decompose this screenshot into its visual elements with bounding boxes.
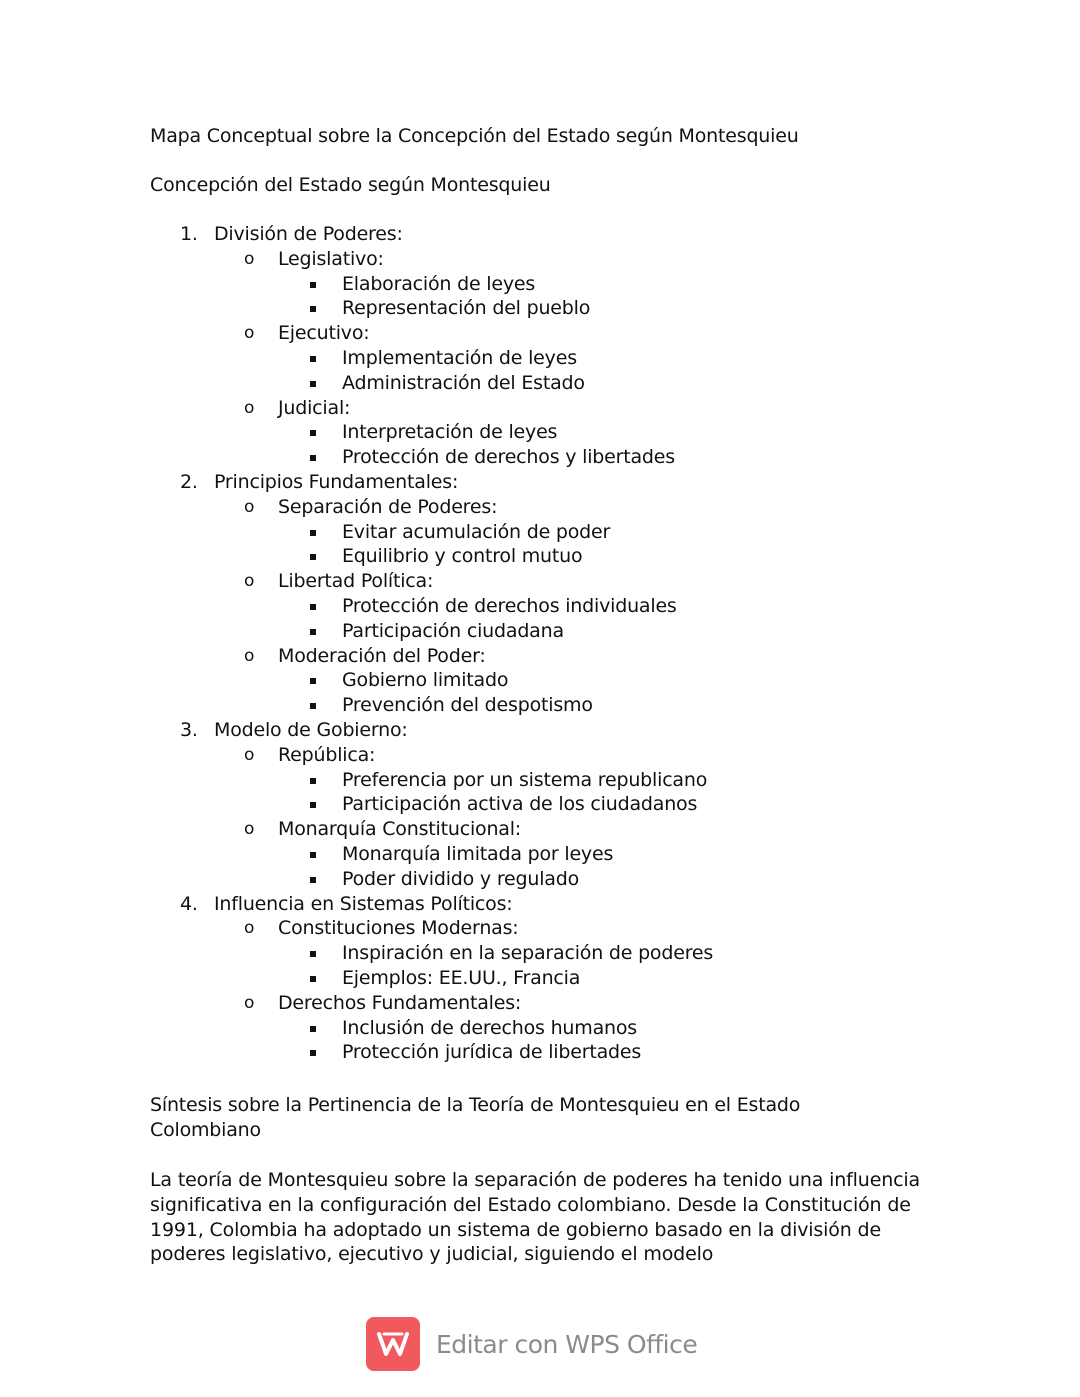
item-label: Equilibrio y control mutuo: [342, 545, 583, 568]
section-label: División de Poderes:: [214, 223, 403, 245]
outline-item: [278, 272, 950, 297]
circle-bullet-icon: o: [244, 992, 255, 1013]
item-label: Administración del Estado: [342, 371, 585, 394]
outline-subsection: [214, 495, 950, 569]
subsection-label: Legislativo:: [278, 247, 384, 270]
square-bullet-icon: [310, 455, 316, 461]
square-bullet-icon: [310, 1050, 316, 1056]
outline-item: [278, 941, 950, 966]
item-label: Protección de derechos individuales: [342, 594, 677, 617]
outline-section: [150, 222, 950, 470]
subsection-label: Derechos Fundamentales:: [278, 991, 522, 1014]
subsection-label: Ejecutivo:: [278, 322, 370, 345]
outline-item: [278, 1040, 950, 1065]
square-bullet-icon: [310, 530, 316, 536]
square-bullet-icon: [310, 356, 316, 362]
item-label: Inspiración en la separación de poderes: [342, 942, 714, 965]
square-bullet-icon: [310, 976, 316, 982]
square-bullet-icon: [310, 306, 316, 312]
outline-item: [278, 544, 950, 569]
section-number: 4.: [180, 892, 198, 915]
section-label: Influencia en Sistemas Políticos:: [214, 892, 513, 915]
subsection-label: Libertad Política:: [278, 570, 434, 593]
item-label: Evitar acumulación de poder: [342, 520, 611, 543]
outline-item: [278, 867, 950, 892]
circle-bullet-icon: o: [244, 397, 255, 418]
section-label: Modelo de Gobierno:: [214, 718, 408, 741]
item-label: Prevención del despotismo: [342, 694, 593, 717]
section-label: Principios Fundamentales:: [214, 470, 459, 493]
section-number: 2.: [180, 470, 198, 493]
circle-bullet-icon: o: [244, 918, 255, 939]
outline-item: [278, 420, 950, 445]
subsection-label: Judicial:: [278, 396, 351, 419]
item-label: Protección de derechos y libertades: [342, 446, 675, 469]
synthesis-paragraph: La teoría de Montesquieu sobre la separación de poderes ha tenido una influencia significativa en la configuración del Estado colombiano. Desde la Constitución de 1991, Colombia ha adoptado un sistema de gobierno basado en la división de poderes legislativo, ejecutivo y judicial, siguiendo el modelo: [150, 1169, 921, 1266]
circle-bullet-icon: o: [244, 323, 255, 344]
circle-bullet-icon: o: [244, 645, 255, 666]
subsection-label: Moderación del Poder:: [278, 644, 486, 667]
item-label: Interpretación de leyes: [342, 421, 558, 444]
circle-bullet-icon: o: [244, 819, 255, 840]
square-bullet-icon: [310, 282, 316, 288]
subsection-label: Separación de Poderes:: [278, 495, 498, 518]
section-number: 1.: [180, 223, 198, 245]
outline-item: [278, 346, 950, 371]
outline-subsection: [214, 991, 950, 1065]
item-label: Inclusión de derechos humanos: [342, 1016, 637, 1039]
square-bullet-icon: [310, 554, 316, 560]
item-label: Representación del pueblo: [342, 297, 591, 320]
square-bullet-icon: [310, 778, 316, 784]
square-bullet-icon: [310, 1026, 316, 1032]
square-bullet-icon: [310, 604, 316, 610]
circle-bullet-icon: o: [244, 496, 255, 517]
item-label: Implementación de leyes: [342, 346, 577, 369]
square-bullet-icon: [310, 951, 316, 957]
outline-item: [278, 371, 950, 396]
outline-item: [278, 594, 950, 619]
outline-section: [150, 718, 950, 892]
square-bullet-icon: [310, 802, 316, 808]
square-bullet-icon: [310, 629, 316, 635]
outline-item: [278, 668, 950, 693]
outline-item: [278, 966, 950, 991]
square-bullet-icon: [310, 877, 316, 883]
item-label: Gobierno limitado: [342, 669, 509, 692]
outline-subsection: [214, 569, 950, 643]
square-bullet-icon: [310, 430, 316, 436]
subsection-label: Constituciones Modernas:: [278, 917, 519, 940]
outline-item: [278, 792, 950, 817]
outline-subsection: [214, 817, 950, 891]
outline-section: [150, 470, 950, 718]
outline-item: [278, 842, 950, 867]
item-label: Participación activa de los ciudadanos: [342, 793, 698, 816]
subsection-label: Monarquía Constitucional:: [278, 818, 522, 841]
square-bullet-icon: [310, 703, 316, 709]
section-number: 3.: [180, 718, 198, 741]
outline-subsection: [214, 916, 950, 990]
synthesis-title: Síntesis sobre la Pertinencia de la Teoría de Montesquieu en el Estado Colombiano: [150, 1094, 801, 1142]
item-label: Ejemplos: EE.UU., Francia: [342, 966, 581, 989]
square-bullet-icon: [310, 678, 316, 684]
subsection-label: República:: [278, 743, 376, 766]
outline-item: [278, 619, 950, 644]
concept-outline: [150, 222, 950, 1065]
edit-with-wps-label[interactable]: Editar con WPS Office: [436, 1329, 698, 1359]
outline-subsection: [214, 247, 950, 321]
outline-subsection: [214, 321, 950, 395]
edit-with-wps-button[interactable]: [366, 1317, 697, 1371]
wps-office-logo-icon: [366, 1317, 420, 1371]
item-label: Preferencia por un sistema republicano: [342, 768, 708, 791]
item-label: Elaboración de leyes: [342, 272, 536, 295]
outline-item: [278, 445, 950, 470]
section-title: Concepción del Estado según Montesquieu: [150, 174, 551, 196]
item-label: Poder dividido y regulado: [342, 867, 580, 890]
outline-section: [150, 892, 950, 1066]
outline-subsection: [214, 644, 950, 718]
item-label: Participación ciudadana: [342, 619, 564, 642]
outline-subsection: [214, 743, 950, 817]
document-title: Mapa Conceptual sobre la Concepción del Estado según Montesquieu: [150, 125, 799, 147]
circle-bullet-icon: o: [244, 744, 255, 765]
circle-bullet-icon: o: [244, 248, 255, 269]
outline-subsection: [214, 396, 950, 470]
circle-bullet-icon: o: [244, 571, 255, 592]
outline-item: [278, 768, 950, 793]
outline-item: [278, 693, 950, 718]
outline-item: [278, 520, 950, 545]
item-label: Protección jurídica de libertades: [342, 1041, 642, 1064]
document-page: [150, 124, 950, 1267]
outline-item: [278, 296, 950, 321]
square-bullet-icon: [310, 381, 316, 387]
outline-item: [278, 1016, 950, 1041]
square-bullet-icon: [310, 852, 316, 858]
item-label: Monarquía limitada por leyes: [342, 842, 614, 865]
